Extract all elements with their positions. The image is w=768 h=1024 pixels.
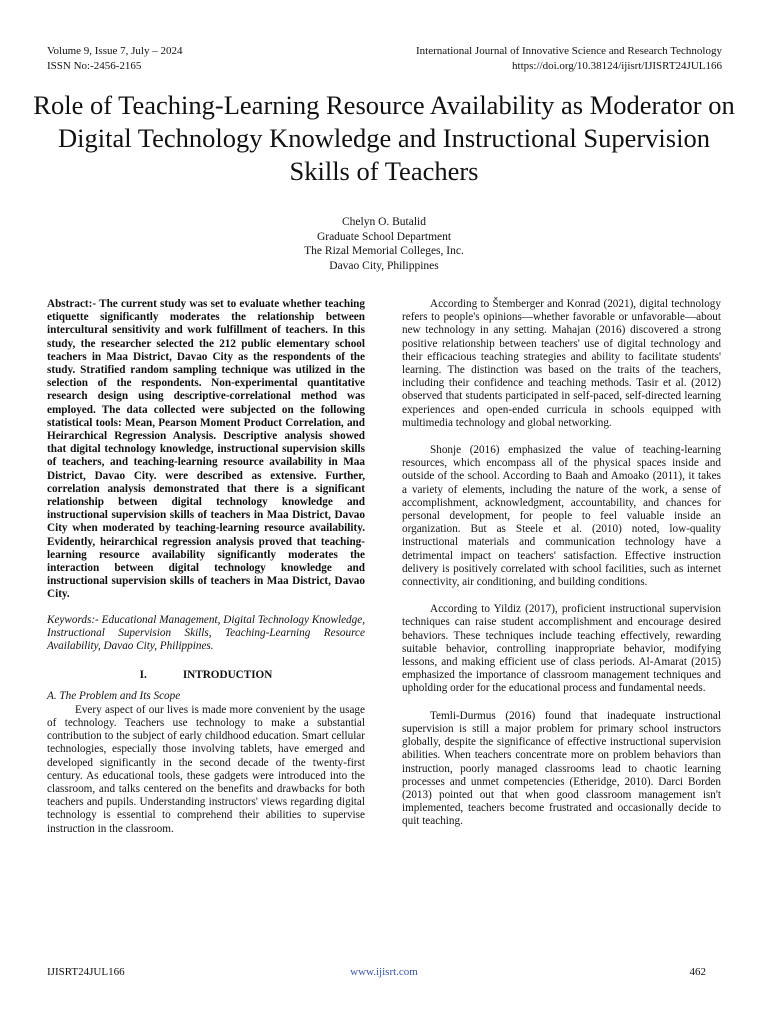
footer-website-link[interactable]: www.ijisrt.com [350,966,418,978]
issn: ISSN No:-2456-2165 [47,60,142,72]
right-column [402,298,721,829]
body-paragraph: Shonje (2016) emphasized the value of teaching-learning resources, which encompass all of the physical spaces inside and outside of the school. According to Baah and Amoako (2011), it takes a variety of elements, including the nature of the work, a sense of accomplishment, acknowledgment, accountability, and chances for personal development, for people to feel valuable inside an organization. But as Steele et al. (2010) noted, low-quality instructional materials and communication technology have a detrimental impact on teachers' satisfaction. Effective instruction delivery is positively correlated with school facilities, such as internet connectivity, air conditioning, and building conditions. [402,444,721,589]
left-column [47,298,365,836]
author-name: Chelyn O. Butalid [341,216,426,228]
page-number: 462 [689,966,706,978]
abstract: Abstract:- The current study was set to evaluate whether teaching etiquette significantly moderates the relationship between intercultural sensitivity and work fulfillment of teachers. In this study, the researcher selected the 212 public elementary school teachers in Maa District, Davao City as the respondents of the study. Stratified random sampling technique was utilized in the selection of the respondents. Non-experimental quantitative research design using descriptive-correlational method was employed. The data collected were subjected on the following statistical tools: Mean, Pearson Moment Product Correlation, and Heirarchical Regression Analysis. Descriptive analysis showed that digital technology knowledge, instructional supervision skills of teachers, and teaching-learning resource availability in Maa District, Davao City. were described as extensive. Further, correlation analysis demonstrated that there is a significant relationship between digital technology knowledge and instructional supervision skills of teachers in Maa District, Davao City when moderated by teaching-learning resource availability. Evidently, heirarchical regression analysis proved that teaching-learning resource availability significantly moderates the interaction between digital technology knowledge and instructional supervision skills of teachers in Maa District, Davao City. [47,298,365,601]
section-heading [47,669,365,682]
author-institution: The Rizal Memorial Colleges, Inc. [304,245,464,257]
footer-paper-code: IJISRT24JUL166 [47,966,125,978]
subsection-heading: A. The Problem and Its Scope [47,690,181,703]
journal-name: International Journal of Innovative Science and Research Technology [415,45,722,57]
running-header-right [416,44,722,74]
body-paragraph: Temli-Durmus (2016) found that inadequate instructional supervision is still a major problem for primary school instructors globally, despite the significance of effective instructional supervision abilities. When teachers concentrate more on problem behaviors than instruction, poorly managed classrooms lead to chaotic learning processes and unmet competencies (Etheridge, 2010). Darci Borden (2013) pointed out that when good classroom management isn't implemented, teachers become frustrated and occasionally decide to quit teaching. [402,709,721,828]
author-block [0,215,768,273]
paper-title: Role of Teaching-Learning Resource Availability as Moderator on Digital Technology Knowledge and Instructional Supervision Skills of Teachers [33,90,735,186]
volume-info: Volume 9, Issue 7, July – 2024 [47,45,183,57]
section-title: INTRODUCTION [182,669,273,682]
body-paragraph: Every aspect of our lives is made more convenient by the usage of technology. Teachers use technology to make a substantial contribution to the subject of early childhood education. Smart cellular technologies, especially those involving tablets, have emerged and developed significantly in the second decade of the twenty-first century. As educational tools, these gadgets were introduced into the classroom, and talks centered on the benefits and drawbacks for both teachers and pupils. Understanding instructors' views regarding digital technology is essential to comprehend their abilities to supervise instruction in the classroom. [47,703,365,835]
keywords: Keywords:- Educational Management, Digital Technology Knowledge, Instructional Supervision Skills, Teaching-Learning Resource Availability, Davao City, Philippines. [47,613,365,653]
body-paragraph: According to Yildiz (2017), proficient instructional supervision techniques can raise student accomplishment and encourage desired behaviors. These techniques include teaching effectively, rewarding suitable behavior, controlling inappropriate behavior, modifying lessons, and making efficient use of class periods. Al-Amarat (2015) emphasized the importance of classroom management techniques and upholding order for the educational process and fundamental needs. [402,603,721,695]
section-number: I. [139,669,147,682]
author-department: Graduate School Department [316,230,452,243]
author-location: Davao City, Philippines [329,259,439,272]
doi-link[interactable]: https://doi.org/10.38124/ijisrt/IJISRT24JUL166 [512,60,722,72]
body-paragraph: According to Štemberger and Konrad (2021), digital technology refers to people's opinions—whether favorable or unfavorable—about new technology in any setting. Mahajan (2016) discovered a strong positive relationship between teachers' use of digital technology and their efficacious teaching strategies and ability to facilitate students' learning. The distinction was based on the traits of the teachers, including their confidence and teaching methods. Tasir et al. (2012) observed that students participated in self-paced, self-directed learning experiences and open-ended curricula in schools equipped with multimedia technology and global networking. [402,298,721,429]
running-header-left [47,44,182,74]
